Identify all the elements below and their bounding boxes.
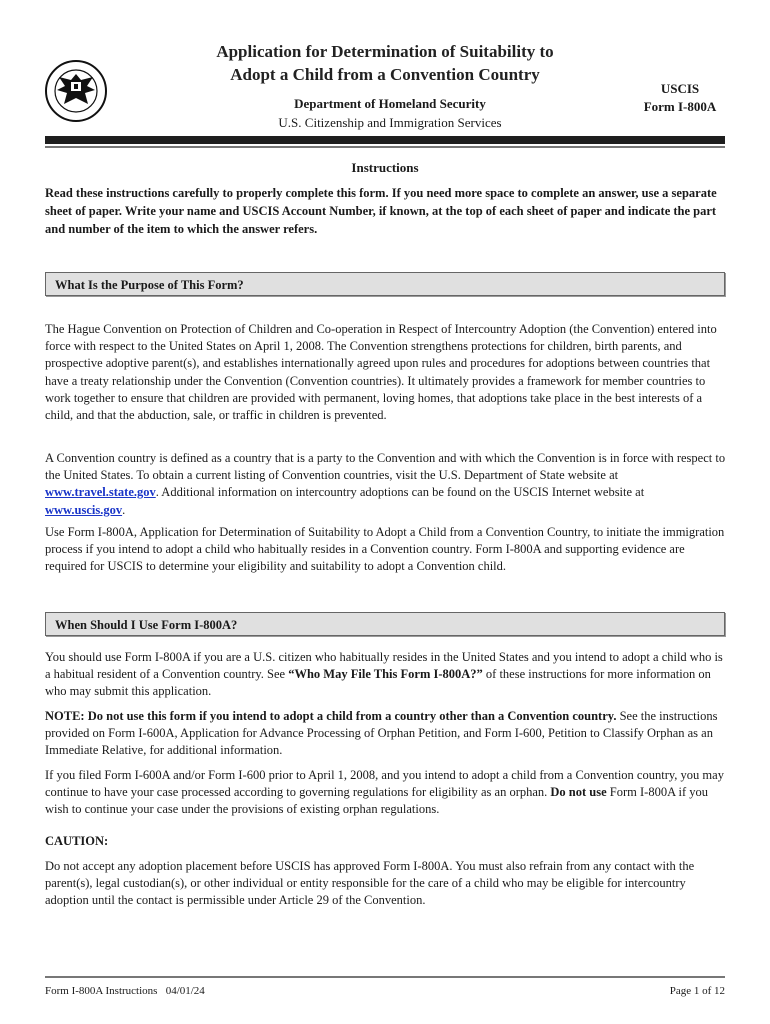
footer-page-number: Page 1 of 12 (669, 985, 725, 997)
agency-name: U.S. Citizenship and Immigration Services (278, 115, 502, 130)
section-heading-when: When Should I Use Form I-800A? (45, 612, 725, 636)
purpose-paragraph-3: Use Form I-800A, Application for Determination of Suitability to Adopt a Child from a Convention Country, to initiate the immigration process if you intend to adopt a child who habitually resides in a Convention country. Form I-800A and supporting evidence are required for USCIS to determine your eligibility and suitability to adopt a Convention child. (45, 525, 725, 574)
header-rule-thick (45, 136, 725, 144)
department-block (230, 94, 550, 132)
uscis-gov-link[interactable]: www.uscis.gov (45, 502, 123, 517)
form-number: Form I-800A (643, 99, 717, 114)
footer-rule (45, 976, 725, 978)
footer-form-info: Form I-800A Instructions 04/01/24 (45, 985, 205, 997)
purpose-paragraph-2: A Convention country is defined as a country that is a party to the Convention and with which the Convention is in force with respect to the United States. To obtain a current listing of Convention countries, visit the U.S. Department of State website at www.travel.state.gov. Additional information on intercountry adoptions can be found on the USCIS Internet website at www.uscis.gov. (45, 451, 726, 517)
dhs-seal-icon (45, 60, 107, 122)
form-title (180, 40, 590, 86)
section-heading-purpose: What Is the Purpose of This Form? (45, 272, 725, 296)
purpose-paragraph-1: The Hague Convention on Protection of Children and Co-operation in Respect of Intercountry Adoption (the Convention) entered into force with respect to the United States on April 1, 2008. The Convention strengthens protections for children, birth parents, and prospective adoptive parent(s), and establishes internationally agreed upon rules and procedures for adoptions between countries that have a treaty relationship under the Convention (Convention countries). It ultimately provides a framework for member countries to work together to ensure that children are provided with permanent, loving homes, that adoptions take place in the best interests of a child, and that the abduction, sale, or traffic in children is prevented. (45, 322, 717, 423)
agency-short: USCIS (660, 81, 700, 96)
instructions-heading: Instructions (351, 160, 419, 175)
caution-paragraph: Do not accept any adoption placement before USCIS has approved Form I-800A. You must also refrain from any contact with the parent(s), legal custodian(s), or other individual or entity responsible for the care of a child who may be eligible for intercountry adoption until the contact is permissible under Article 29 of the Convention. (45, 859, 695, 908)
header-rule-thin (45, 146, 725, 148)
caution-heading: CAUTION: (45, 834, 109, 848)
form-id (620, 80, 740, 116)
note-paragraph: NOTE: Do not use this form if you intend to adopt a child from a country other than a Convention country. See the instructions provided on Form I-600A, Application for Advance Processing of Orphan Petition, and Form I-600, Petition to Classify Orphan as an Immediate Relative, for additional information. (45, 709, 718, 758)
form-title-line1: Application for Determination of Suitability to (216, 42, 554, 61)
when-paragraph-1: You should use Form I-800A if you are a U.S. citizen who habitually resides in the United States and you intend to adopt a child who is a habitual resident of a Convention country. See “Who May File This Form I-800A?” of these instructions for more information on who may submit this application. (45, 650, 723, 699)
instructions-intro: Read these instructions carefully to properly complete this form. If you need more space to complete an answer, use a separate sheet of paper. Write your name and USCIS Account Number, if known, at the top of each sheet of paper and indicate the part and number of the item to which the answer refers. (45, 186, 717, 236)
department-name: Department of Homeland Security (294, 96, 486, 111)
travel-state-gov-link[interactable]: www.travel.state.gov (45, 485, 156, 500)
form-title-line2: Adopt a Child from a Convention Country (230, 65, 540, 84)
when-paragraph-3: If you filed Form I-600A and/or Form I-600 prior to April 1, 2008, and you intend to adopt a child from a Convention country, you may continue to have your case processed according to governing regulations for eligibility as an orphan. Do not use Form I-800A if you wish to continue your case under the provisions of existing orphan regulations. (45, 768, 724, 817)
